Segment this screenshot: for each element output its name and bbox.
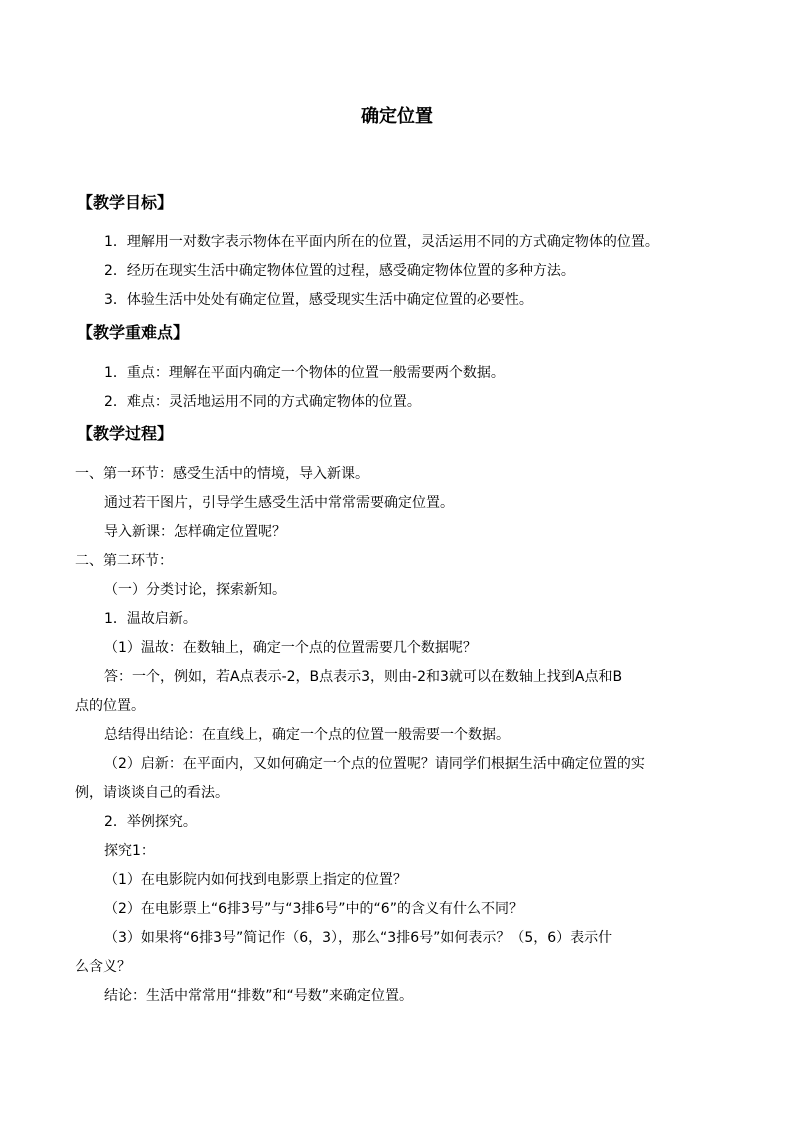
process-line: （一）分类讨论，探索新知。 [104,582,286,598]
process-line: （2）启新：在平面内，又如何确定一个点的位置呢？请同学们根据生活中确定位置的实 [104,756,645,772]
objective-item-1: 1．理解用一对数字表示物体在平面内所在的位置，灵活运用不同的方式确定物体的位置。 [104,234,659,250]
key-point-item-2: 2．难点：灵活地运用不同的方式确定物体的位置。 [104,394,421,410]
process-line: 2．举例探究。 [104,814,197,830]
process-line: 二、第二环节： [75,553,173,569]
process-line: 点的位置。 [75,698,145,714]
process-line: 么含义？ [75,959,131,975]
key-point-item-1: 1．重点：理解在平面内确定一个物体的位置一般需要两个数据。 [104,365,505,381]
process-line: 1．温故启新。 [104,611,197,627]
process-line: 导入新课：怎样确定位置呢？ [104,524,286,540]
process-line: 总结得出结论：在直线上，确定一个点的位置一般需要一个数据。 [104,727,510,743]
process-line: （2）在电影票上“6排3号”与“3排6号”中的“6”的含义有什么不同？ [104,901,523,917]
objective-item-3: 3．体验生活中处处有确定位置，感受现实生活中确定位置的必要性。 [104,292,533,308]
key-points-heading: 【教学重难点】 [77,323,190,342]
process-line: 例，请谈谈自己的看法。 [75,785,229,801]
process-line: 通过若干图片，引导学生感受生活中常常需要确定位置。 [104,495,454,511]
page-title: 确定位置 [361,106,433,127]
process-line: 一、第一环节：感受生活中的情境，导入新课。 [75,466,369,482]
process-line: 结论：生活中常常用“排数”和“号数”来确定位置。 [104,988,414,1004]
process-heading: 【教学过程】 [77,424,174,443]
process-line: 答：一个，例如，若A点表示-2，B点表示3，则由-2和3就可以在数轴上找到A点和B [104,669,623,685]
objective-item-2: 2．经历在现实生活中确定物体位置的过程，感受确定物体位置的多种方法。 [104,263,575,279]
process-line: （1）在电影院内如何找到电影票上指定的位置？ [104,872,407,888]
objectives-heading: 【教学目标】 [77,193,174,212]
process-line: （3）如果将“6排3号”简记作（6，3），那么“3排6号”如何表示？（5，6）表示什 [104,930,613,946]
process-line: 探究1： [104,843,155,859]
process-line: （1）温故：在数轴上，确定一个点的位置需要几个数据呢？ [104,640,477,656]
